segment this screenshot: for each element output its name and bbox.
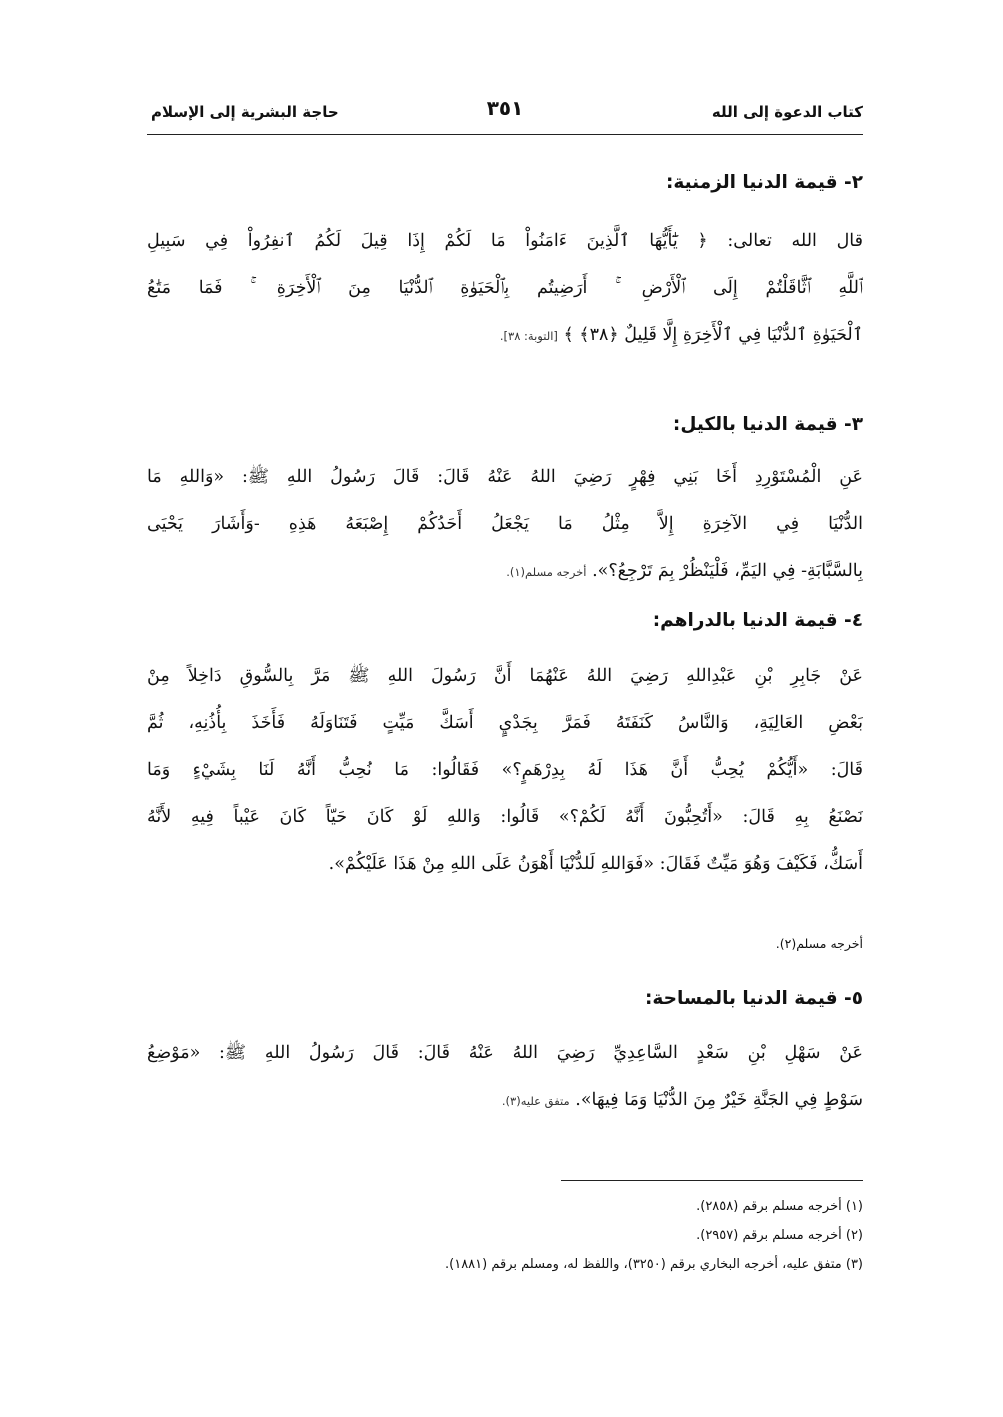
footnote: (٢) أخرجه مسلم برقم (٢٩٥٧). bbox=[696, 1228, 863, 1243]
text-line: عَنْ سَهْلِ بْنِ سَعْدٍ السَّاعِدِيِّ رَضِيَ اللهُ عَنْهُ قَالَ: قَالَ رَسُولُ اللهِ ﷺ: «مَوْضِعُ bbox=[147, 1043, 863, 1063]
text-line-content: بِالسَّبَّابَةِ- فِي اليَمِّ، فَلْيَنْظُرْ بِمَ تَرْجِعُ؟». bbox=[592, 561, 863, 581]
header-chapter-title: حاجة البشرية إلى الإسلام bbox=[151, 103, 339, 121]
text-line: قَالَ: «أَيُّكُمْ يُحِبُّ أَنَّ هَذَا لَهُ بِدِرْهَمٍ؟» فَقَالُوا: مَا نُحِبُّ أَنَّهُ لَنَا بِشَيْءٍ وَمَا bbox=[147, 760, 863, 780]
text-line: عَنِ الْمُسْتَوْرِدِ أَخَا بَنِي فِهْرٍ رَضِيَ اللهُ عَنْهُ قَالَ: قَالَ رَسُولُ اللهِ ﷺ: «وَاللهِ مَا bbox=[147, 467, 863, 487]
text-line: بَعْضِ العَالِيَةِ، وَالنَّاسُ كَنَفَتَهُ فَمَرَّ بِجَدْيٍ أَسَكَّ مَيِّتٍ فَتَنَاوَلَهُ فَأَخَذَ بِأُذُنِهِ، ثُمَّ bbox=[147, 713, 863, 733]
section-5-text bbox=[147, 1030, 863, 1125]
footnote: (١) أخرجه مسلم برقم (٢٨٥٨). bbox=[696, 1199, 863, 1214]
text-line-content: سَوْطٍ فِي الجَنَّةِ خَيْرٌ مِنَ الدُّنْيَا وَمَا فِيهَا». bbox=[575, 1090, 863, 1110]
section-3-title: ٣- قيمة الدنيا بالكيل: bbox=[672, 414, 863, 435]
text-line: ٱللَّهِ ٱثَّاقَلْتُمْ إِلَى ٱلْأَرْضِ ۚ أَرَضِيتُم بِٱلْحَيَوٰةِ ٱلدُّنْيَا مِنَ ٱلْأَخِرَةِ ۚ فَمَا مَتَٰعُ bbox=[147, 278, 863, 298]
section-4-source bbox=[147, 932, 863, 956]
section-2-text bbox=[147, 218, 863, 360]
text-line bbox=[147, 1077, 863, 1125]
quran-reference: [التوبة: ٣٨]. bbox=[499, 329, 558, 343]
text-line: أَسَكُّ، فَكَيْفَ وَهُوَ مَيِّتٌ فَقَالَ: «فَوَاللهِ لَلدُّنْيَا أَهْوَنُ عَلَى اللهِ مِنْ هَذَا عَلَيْكُمْ». bbox=[328, 854, 863, 874]
text-line bbox=[147, 312, 863, 360]
text-line bbox=[147, 548, 863, 596]
footnotes bbox=[147, 1192, 863, 1279]
footnote: (٣) متفق عليه، أخرجه البخاري برقم (٣٢٥٠)، واللفظ له، ومسلم برقم (١٨٨١). bbox=[445, 1257, 863, 1272]
section-2 bbox=[147, 168, 863, 198]
section-4-text bbox=[147, 653, 863, 888]
section-4-title: ٤- قيمة الدنيا بالدراهم: bbox=[652, 610, 863, 631]
text-line-content: ٱلْحَيَوٰةِ ٱلدُّنْيَا فِي ٱلْأَخِرَةِ إِلَّا قَلِيلٌ ﴿٣٨﴾ ﴾ bbox=[563, 325, 863, 345]
footnote-divider bbox=[561, 1180, 863, 1181]
page bbox=[147, 88, 863, 1272]
section-4 bbox=[147, 606, 863, 636]
section-5-title: ٥- قيمة الدنيا بالمساحة: bbox=[645, 988, 863, 1009]
text-line: الدُّنْيَا فِي الآخِرَةِ إِلاَّ مِثْلُ مَا يَجْعَلُ أَحَدُكُمْ إِصْبَعَهُ هَذِهِ -وَأَشَارَ يَحْيَى bbox=[147, 514, 863, 534]
text-line: قال الله تعالى: ﴿ يَٰٓأَيُّهَا ٱلَّذِينَ ءَامَنُواْ مَا لَكُمْ إِذَا قِيلَ لَكُمُ ٱنفِرُواْ فِي سَبِيلِ bbox=[147, 231, 863, 251]
hadith-source: متفق عليه(٣). bbox=[501, 1094, 570, 1108]
text-line: نَصْنَعُ بِهِ قَالَ: «أَتُحِبُّونَ أَنَّهُ لَكُمْ؟» قَالُوا: وَاللهِ لَوْ كَانَ حَيّاً كَانَ عَيْباً فِيهِ لأَنَّهُ bbox=[147, 807, 863, 827]
section-2-title: ٢- قيمة الدنيا الزمنية: bbox=[666, 172, 863, 193]
section-3 bbox=[147, 410, 863, 440]
hadith-source: أخرجه مسلم(١). bbox=[506, 565, 587, 579]
hadith-source: أخرجه مسلم(٢). bbox=[775, 936, 863, 951]
text-line: عَنْ جَابِرِ بْنِ عَبْدِاللهِ رَضِيَ اللهُ عَنْهُمَا أَنَّ رَسُولَ اللهِ ﷺ مَرَّ بِالسُّوقِ دَاخِلاً مِنْ bbox=[147, 666, 863, 686]
page-number: ٣٥١ bbox=[486, 96, 524, 120]
header-book-title: كتاب الدعوة إلى الله bbox=[711, 103, 863, 121]
page-header bbox=[147, 88, 863, 135]
section-3-text bbox=[147, 454, 863, 596]
section-5 bbox=[147, 984, 863, 1014]
